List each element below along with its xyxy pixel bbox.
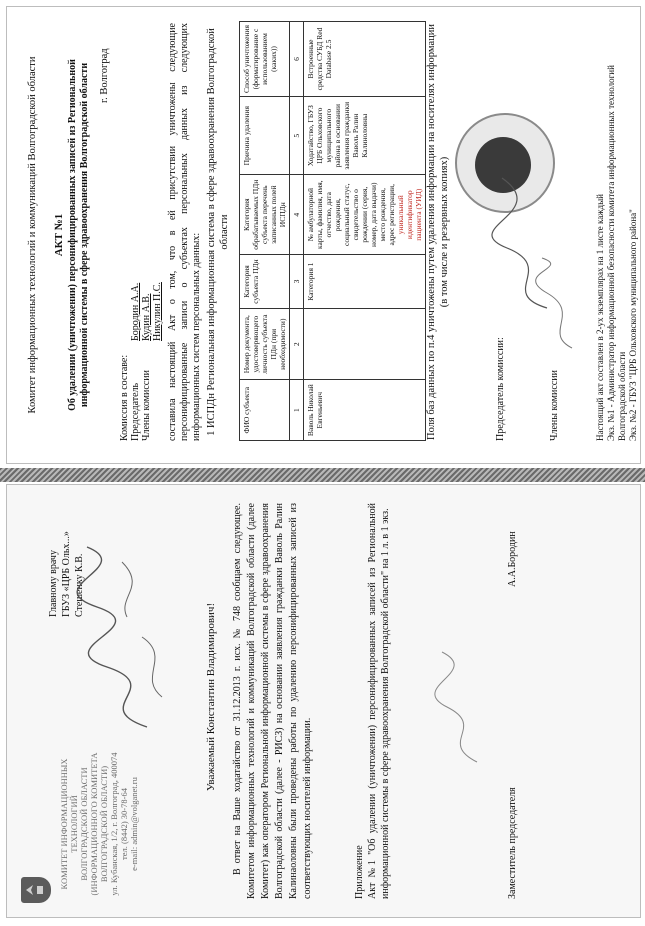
table-cell-subject: Ваволь Николай Евгеньевич — [304, 380, 426, 441]
addressee-line: ГБУЗ «ЦРБ Ольх...» — [61, 531, 72, 617]
letterhead-line: тел. (8442) 30-78-64 — [119, 788, 129, 860]
addressee-line: Стешенку К.В. — [74, 553, 85, 617]
table-number-cell: 2 — [290, 309, 304, 380]
letter-body: В ответ на Ваше ходатайство от 31.12.2013 г. исх. № 748 сообщаем следующее. Комитетом информационных технологий и коммуникаций Волгоградской области (далее Комитет) как оператором Региональной информационной системы в сфере здравоохранения Волгоградской области (далее - РИСЗ) на основании заявления гражданки Ваволь Ралин Калинаоловны были проведены работы по удалению персонифицированных записей из соответствующих носителей информации. — [232, 503, 313, 899]
signature-mark — [427, 647, 497, 767]
letterhead-line: (ИНФОРМАЦИОННОГО КОМИТЕТА — [89, 752, 99, 896]
table-number-cell: 6 — [290, 22, 304, 97]
table-cell-document — [304, 309, 426, 380]
letterhead-line: e-mail: admin@volganet.ru — [129, 777, 139, 871]
fields-text: № амбулаторной карты, фамилия, имя, отчество, дата рождения, социальный статус, свидетельство о рождении (серия, номер, дата выдачи) место рождения, адрес регистрации, — [306, 180, 396, 249]
members-label: Члены комиссии — [141, 370, 152, 441]
commission-labels — [119, 355, 152, 441]
letterhead-line: ВОЛГОГРАДСКОЙ ОБЛАСТИ — [79, 767, 89, 881]
footer-line: Экз. №2 - ГБУЗ "ЦРБ Ольховского муниципального района" — [628, 209, 638, 441]
act-title — [67, 7, 91, 463]
fields-text-highlight: уникальный идентификатор пациента (УИД) — [396, 188, 423, 241]
table-header-cell: Категория субъекта ПДн — [240, 255, 290, 309]
table-header-cell: Категория обрабатываемых ПДн субъекта перечень записанных полей ИСПДн — [240, 175, 290, 255]
deleted-records-table — [239, 21, 426, 441]
table-cell-method: Встроенные средства СУБД Red Database 2.5 — [304, 22, 426, 97]
commission-label: Комиссия в составе: — [119, 354, 130, 441]
page-gutter — [0, 468, 645, 482]
act-title-line: информационной системы в сфере здравоохранения Волгоградской области — [79, 62, 90, 408]
act-number: АКТ №1 — [53, 213, 65, 257]
member-name: Кудин А.В. — [141, 293, 152, 341]
signer-role: Заместитель председателя — [507, 787, 518, 899]
act-conclusion: Поля баз данных по п.4 уничтожены путем удаления информации на носителях информации (в том числе и резервных копиях) — [426, 24, 450, 440]
table-header-cell: Способ уничтожения (форматирование с использованием (каких)) — [240, 22, 290, 97]
salutation: Уважаемый Константин Владимирович! — [205, 602, 217, 792]
table-number-row — [290, 22, 304, 441]
footer-line: Экз. №1 - Администратор информационной безопасности комитета информационных технологий Волгоградской области — [606, 65, 627, 441]
table-cell-category: Категория 1 — [304, 255, 426, 309]
footer-line: Настоящий акт составлен в 2-ух экземплярах на 1 листе каждый — [595, 194, 605, 441]
letter-page — [6, 484, 641, 918]
letterhead — [59, 739, 139, 909]
emblem-icon — [21, 877, 51, 903]
attachment-block — [353, 503, 392, 899]
handwritten-resolution — [67, 537, 177, 737]
attachment-text: Акт №1 "Об удалении (уничтожении) персонифицированных записей из Региональной информационной системы в сфере здравоохранения Волгоградской области" на 1 л. в 1 экз. — [367, 503, 391, 899]
chair-label: Председатель — [130, 382, 141, 441]
sign-members-label: Члены комиссии — [549, 370, 560, 441]
act-city: г. Волгоград — [99, 48, 110, 103]
act-title-line: Об удалении (уничтожении) персонифицированных записей из Региональной — [67, 59, 78, 411]
table-number-cell: 5 — [290, 97, 304, 175]
table-header-row — [240, 22, 290, 441]
table-number-cell: 4 — [290, 175, 304, 255]
signer-name: А.А.Бородин — [507, 531, 518, 587]
addressee-line: Главному врачу — [48, 550, 59, 617]
system-line: 1 ИСПДн Региональная информационная система в сфере здравоохранения Волгоградской области — [206, 28, 230, 436]
table-header-cell: Номер документа, удостоверяющего личность субъекта ПДн (при необходимости) — [240, 309, 290, 380]
table-row — [304, 22, 426, 441]
act-page — [6, 6, 641, 464]
commission-names — [130, 282, 163, 341]
signature-mark — [527, 253, 587, 353]
table-number-cell: 3 — [290, 255, 304, 309]
member-name: Никулин П.С. — [152, 282, 163, 341]
attachment-title: Приложение — [354, 845, 365, 899]
table-number-cell: 1 — [290, 380, 304, 441]
act-intro: составила настоящий Акт о том, что в ей присутствии уничтожены следующие персонифицированные записи о субъектах персональных данных из следующих информационных систем персональных данных: — [167, 23, 202, 441]
sign-chair-label: Председатель комиссии: — [495, 337, 506, 441]
chair-name: Бородин А.А. — [130, 282, 141, 341]
letterhead-line: ВОЛГОГРАДСКОЙ ОБЛАСТИ) — [99, 765, 109, 883]
letterhead-line: КОМИТЕТ ИНФОРМАЦИОННЫХ — [59, 758, 69, 890]
act-header: Комитет информационных технологий и коммуникаций Волгоградской области — [27, 56, 38, 414]
table-header-cell: ФИО субъекта — [240, 380, 290, 441]
table-cell-fields — [304, 175, 426, 255]
table-header-cell: Причина удаления — [240, 97, 290, 175]
act-footer — [595, 23, 639, 441]
table-cell-reason: Ходатайство, ГБУЗ ЦРБ Ольховского муниципального района в основании заявления гражданки Ваволь Ралин Калиноловны — [304, 97, 426, 175]
letterhead-line: ул. Кубанская, 1/2, г. Волгоград, 400074 — [109, 752, 119, 896]
letterhead-line: ТЕХНОЛОГИЙ — [69, 795, 79, 853]
